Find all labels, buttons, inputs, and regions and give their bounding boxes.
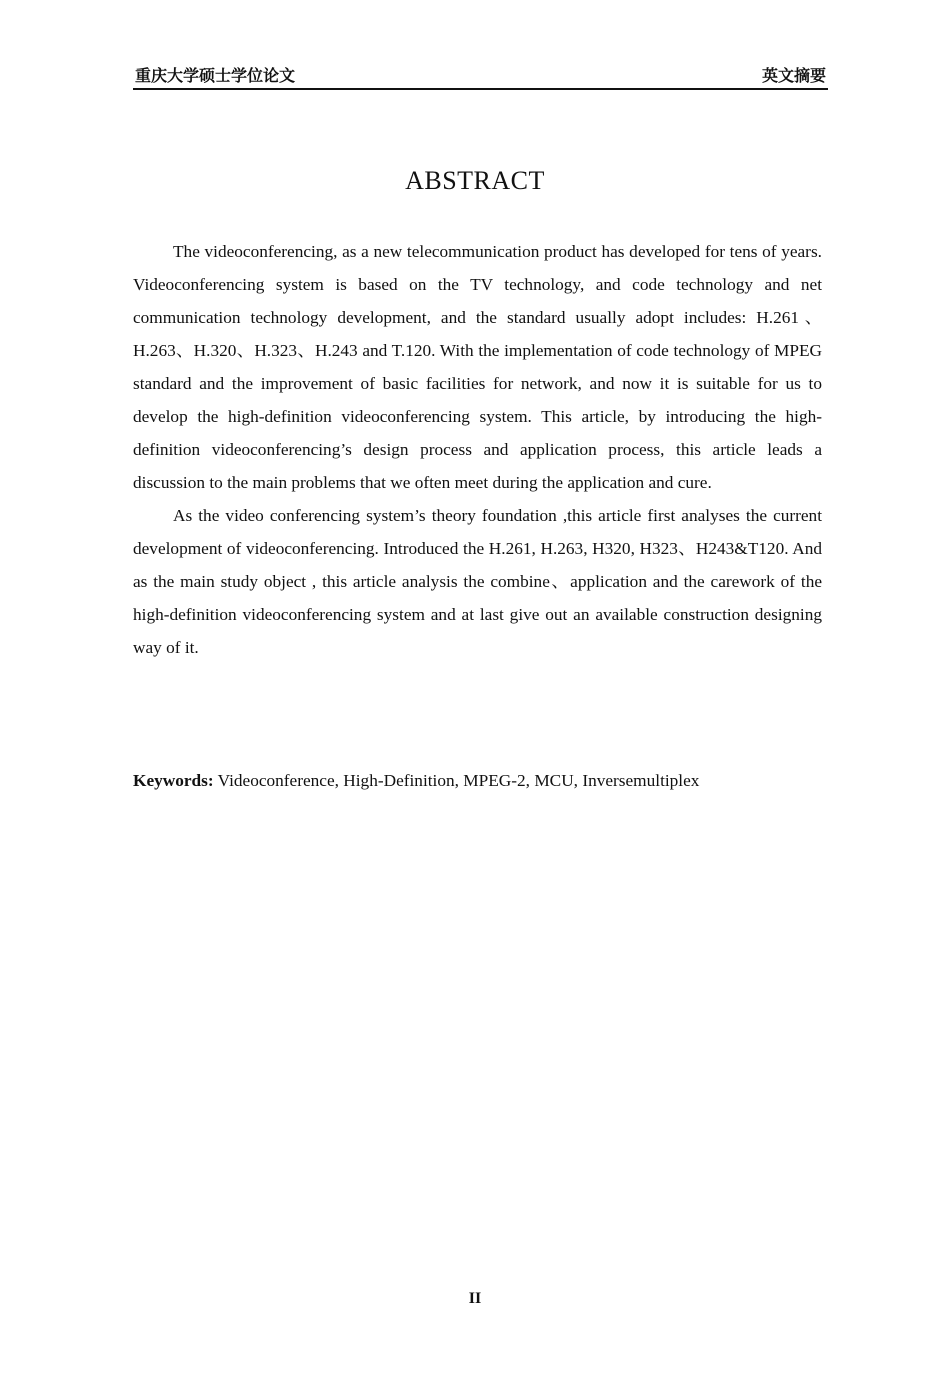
abstract-paragraph-2: As the video conferencing system’s theory foundation ,this article first analyses the current development of videoconferencing. Introduced the H.261, H.263, H320, H323、H243&T120. And as the main study object , this article analysis the combine、application and the carework of the high-definition videoconferencing system and at last give out an available construction designing way of it. [133, 506, 822, 657]
abstract-body [133, 235, 822, 664]
running-header [133, 64, 828, 90]
keywords-line [133, 764, 822, 797]
header-thesis-title: 重庆大学硕士学位论文 [135, 66, 296, 85]
abstract-title: ABSTRACT [405, 166, 545, 195]
keywords-label: Keywords: [133, 771, 214, 790]
abstract-paragraph-1: The videoconferencing, as a new telecommunication product has developed for tens of years. Videoconferencing system is based on the TV technology, and code technology and net communication technology development, and the standard usually adopt includes: H.261、H.263、H.320、H.323、H.243 and T.120. With the implementation of code technology of MPEG standard and the improvement of basic facilities for network, and now it is suitable for us to develop the high-definition videoconferencing system. This article, by introducing the high-definition videoconferencing’s design process and application process, this article leads a discussion to the main problems that we often meet during the application and cure. [133, 242, 822, 492]
keywords-value: Videoconference, High-Definition, MPEG-2, MCU, Inversemultiplex [217, 771, 700, 790]
page-number: II [468, 1290, 482, 1307]
header-section-title: 英文摘要 [761, 66, 826, 85]
